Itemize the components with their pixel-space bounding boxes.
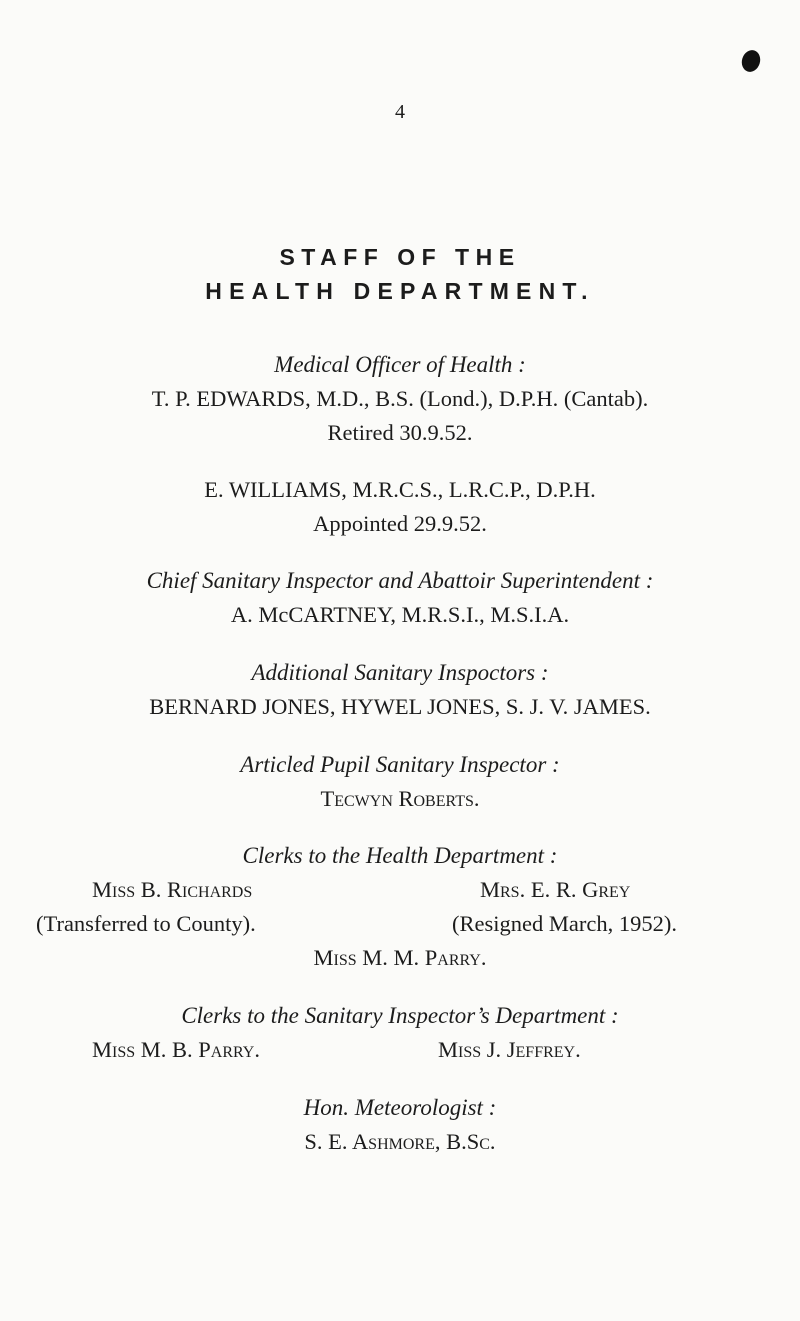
articled-pupil-name: Tecwyn Roberts. (320, 786, 480, 811)
articled-pupil-heading: Articled Pupil Sanitary Inspector : (240, 752, 560, 777)
moh-person-1: T. P. EDWARDS, M.D., B.S. (Lond.), D.P.H. (Cantab). (151, 386, 649, 411)
clerk-third-name: Miss M. M. Parry. (313, 945, 487, 970)
moh-person-1-note: Retired 30.9.52. (327, 420, 473, 445)
ink-blot (739, 48, 763, 74)
sanitary-clerk-right: Miss J. Jeffrey. (438, 1037, 581, 1062)
clerks-health-heading: Clerks to the Health Department : (242, 843, 558, 868)
moh-heading: Medical Officer of Health : (274, 352, 526, 377)
page-number: 4 (395, 101, 405, 123)
title-line-1: STAFF OF THE (279, 244, 521, 270)
additional-inspectors-names: BERNARD JONES, HYWEL JONES, S. J. V. JAMES. (149, 694, 651, 719)
additional-inspectors-heading: Additional Sanitary Inspoctors : (251, 660, 549, 685)
clerk-left-note: (Transferred to County). (36, 911, 256, 936)
meteorologist-heading: Hon. Meteorologist : (303, 1095, 497, 1120)
clerks-sanitary-heading: Clerks to the Sanitary Inspector’s Department : (181, 1003, 619, 1028)
title-line-2: HEALTH DEPARTMENT. (205, 278, 595, 304)
chief-inspector-heading: Chief Sanitary Inspector and Abattoir Superintendent : (146, 568, 654, 593)
clerk-right-name: Mrs. E. R. Grey (480, 877, 631, 902)
meteorologist-name: S. E. Ashmore, B.Sc. (304, 1129, 496, 1154)
sanitary-clerk-left: Miss M. B. Parry. (92, 1037, 260, 1062)
moh-person-2-note: Appointed 29.9.52. (313, 511, 487, 536)
chief-inspector-name: A. McCARTNEY, M.R.S.I., M.S.I.A. (230, 602, 570, 627)
moh-person-2: E. WILLIAMS, M.R.C.S., L.R.C.P., D.P.H. (204, 477, 596, 502)
clerk-right-note: (Resigned March, 1952). (452, 911, 677, 936)
clerk-left-name: Miss B. Richards (92, 877, 253, 902)
